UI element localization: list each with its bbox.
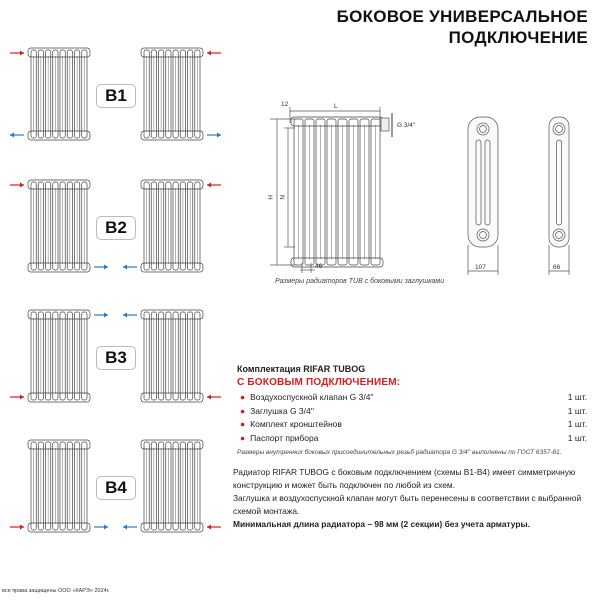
bullet-icon: ● (240, 392, 246, 402)
scheme-label: B1 (96, 84, 136, 108)
scheme-b2 (0, 178, 230, 278)
radiator-left (28, 440, 90, 532)
dim-thread: G 3/4'' (397, 122, 416, 129)
dim-46: 46 (315, 263, 323, 270)
description (233, 466, 583, 531)
description-p3: Минимальная длина радиатора – 98 мм (2 секции) без учета арматуры. (233, 519, 530, 529)
return-arrow-icon (94, 313, 108, 318)
radiator-right (141, 440, 203, 532)
return-arrow-icon (10, 133, 24, 138)
kit-item-qty: 1 шт. (567, 405, 587, 416)
kit-item (237, 432, 587, 446)
bullet-icon: ● (240, 419, 246, 429)
copyright: все права защищены ООО «КАРЭ» 2024г. (2, 588, 110, 594)
kit-note: Размеры внутренних боковых присоединительных резьб радиатора G 3/4'' выполнены по ГОСТ 6357-81. (237, 449, 562, 456)
kit-item-qty: 1 шт. (567, 432, 587, 443)
kit-item-label (240, 405, 314, 419)
kit-item-name: Воздухоспускной клапан G 3/4'' (250, 392, 374, 402)
supply-arrow-icon (10, 183, 24, 188)
supply-arrow-icon (207, 525, 221, 530)
return-arrow-icon (123, 265, 137, 270)
kit-item-label (240, 418, 342, 432)
supply-arrow-icon (207, 51, 221, 56)
dim-h: H (266, 195, 273, 200)
radiator-left (28, 180, 90, 272)
scheme-b4 (0, 438, 230, 538)
supply-arrow-icon (10, 395, 24, 400)
title-line-1: БОКОВОЕ УНИВЕРСАЛЬНОЕ (336, 7, 588, 26)
kit-section (237, 364, 587, 456)
technical-drawing (255, 95, 600, 295)
dim-107: 107 (475, 264, 486, 271)
kit-item (237, 405, 587, 419)
title-line-2: ПОДКЛЮЧЕНИЕ (448, 28, 588, 47)
kit-item-qty: 1 шт. (567, 419, 587, 429)
kit-item-name: Заглушка G 3/4'' (250, 405, 314, 416)
scheme-b1 (0, 46, 230, 146)
return-arrow-icon (94, 525, 108, 530)
return-arrow-icon (123, 313, 137, 318)
bullet-icon: ● (240, 432, 246, 443)
kit-subheading: С БОКОВЫМ ПОДКЛЮЧЕНИЕМ: (237, 377, 401, 388)
kit-item-label (240, 391, 374, 405)
description-p2: Заглушка и воздухоспускной клапан могут быть перенесены в соответствии с выбранной схемой монтажа. (233, 493, 582, 516)
page-title (337, 6, 588, 48)
drawing-caption: Размеры радиаторов TUB с боковыми заглушками (275, 278, 445, 285)
scheme-b3 (0, 308, 230, 408)
dim-l: L (334, 103, 338, 110)
dim-12: 12 (281, 101, 289, 108)
radiator-right (141, 310, 203, 402)
kit-item-name: Комплект кронштейнов (250, 419, 342, 429)
kit-item (237, 418, 587, 432)
return-arrow-icon (123, 525, 137, 530)
return-arrow-icon (207, 133, 221, 138)
radiator-front-view (291, 117, 383, 267)
supply-arrow-icon (10, 51, 24, 56)
scheme-label: B3 (96, 346, 136, 370)
radiator-right (141, 180, 203, 272)
supply-arrow-icon (207, 183, 221, 188)
supply-arrow-icon (207, 395, 221, 400)
dim-n: N (278, 195, 285, 200)
radiator-left (28, 310, 90, 402)
return-arrow-icon (94, 265, 108, 270)
kit-heading: Комплектация RIFAR TUBOG (237, 364, 366, 374)
radiator-left (28, 48, 90, 140)
kit-list (237, 391, 587, 445)
scheme-label: B2 (96, 216, 136, 240)
radiator-side-view-66 (549, 117, 569, 275)
bullet-icon: ● (240, 405, 246, 416)
supply-arrow-icon (10, 525, 24, 530)
radiator-side-view-107 (468, 117, 498, 275)
kit-item-label (240, 432, 318, 446)
kit-item-qty: 1 шт. (567, 392, 587, 402)
dim-66: 66 (553, 264, 561, 271)
scheme-label: B4 (96, 476, 136, 500)
description-p1: Радиатор RIFAR TUBOG с боковым подключением (схемы B1-B4) имеет симметричную конструкцию и может быть подключен по любой из схем. (233, 467, 576, 490)
kit-item (237, 391, 587, 405)
radiator-right (141, 48, 203, 140)
kit-item-name: Паспорт прибора (250, 432, 319, 443)
